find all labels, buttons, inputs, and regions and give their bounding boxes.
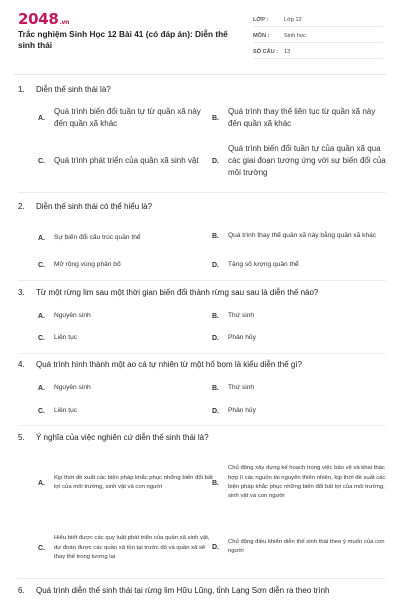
answer-option[interactable]: [38, 308, 213, 324]
answer-option[interactable]: [38, 452, 213, 514]
answer-option[interactable]: [212, 330, 384, 346]
answer-option[interactable]: [212, 222, 384, 250]
question-number: 4.: [18, 360, 25, 369]
meta-key: SỐ CÂU :: [253, 48, 279, 55]
meta-row-grade: [253, 13, 383, 27]
option-text: Phân hủy: [228, 334, 256, 342]
answer-option[interactable]: [212, 141, 386, 181]
page-title: Trắc nghiệm Sinh Học 12 Bài 41 (có đáp án): Diễn thế sinh thái: [18, 29, 228, 50]
meta-row-subject: [253, 29, 383, 43]
question-divider: [18, 425, 386, 426]
option-letter: D.: [212, 543, 219, 551]
answer-option[interactable]: [38, 330, 213, 346]
question-text: Từ một rừng lim sau một thời gian biến đổi thành rừng sau sau là diễn thế nào?: [36, 288, 319, 297]
option-text: Sự biến đổi cấu trúc quần thể: [54, 234, 141, 242]
question-stem: [18, 84, 386, 95]
answer-option[interactable]: [212, 452, 386, 514]
question-number: 3.: [18, 288, 25, 297]
option-letter: B.: [212, 384, 219, 392]
answer-option[interactable]: [212, 380, 384, 396]
option-text: Chủ động điều khiển diễn thế sinh thái theo ý muốn của con người: [228, 538, 385, 554]
question-divider: [18, 280, 386, 281]
question-text: Quá trình hình thành một ao cá tự nhiên từ một hố bom là kiểu diễn thế gì?: [36, 360, 302, 369]
option-letter: B.: [212, 479, 219, 487]
answer-option[interactable]: [212, 257, 384, 273]
option-text: Quá trình phát triển của quần xã sinh vật: [54, 156, 199, 165]
option-letter: C.: [38, 157, 45, 165]
answer-option[interactable]: [38, 141, 213, 181]
option-letter: A.: [38, 384, 45, 392]
meta-value: Sinh học: [284, 32, 306, 39]
meta-value: 13: [284, 48, 291, 55]
question-stem: [18, 287, 386, 298]
option-letter: D.: [212, 157, 219, 165]
option-letter: A.: [38, 479, 45, 487]
option-letter: B.: [212, 232, 219, 240]
option-letter: D.: [212, 334, 219, 342]
option-letter: A.: [38, 234, 45, 242]
meta-value: Lớp 12: [284, 16, 302, 23]
option-text: Quá trình thay thế quần xã này bằng quần xã khác: [228, 232, 377, 240]
answer-option[interactable]: [38, 525, 213, 572]
answer-option[interactable]: [38, 257, 213, 273]
question-divider: [18, 192, 386, 193]
question-number: 6.: [18, 586, 25, 595]
option-letter: A.: [38, 114, 45, 122]
option-text: Quá trình thay thế liên tục từ quần xã này đến quần xã khác: [228, 107, 376, 128]
option-letter: D.: [212, 261, 219, 269]
question-number: 1.: [18, 85, 25, 94]
question-stem: [18, 359, 386, 370]
answer-option[interactable]: [38, 228, 213, 248]
option-text: Hiểu biết được các quy luật phát triển của quần xã sinh vật, dự đoán được các quần xã tồn tại trước đó và quần xã sẽ thay thế trong tương lai: [54, 535, 210, 561]
option-text: Phân hủy: [228, 407, 256, 415]
option-letter: C.: [38, 545, 45, 552]
option-text: Liên tục: [54, 407, 78, 415]
option-text: Nguyên sinh: [54, 312, 91, 320]
meta-panel: [253, 13, 383, 61]
option-text: Mở rộng vùng phân bố: [54, 261, 121, 269]
option-letter: B.: [212, 312, 219, 320]
meta-key: LỚP :: [253, 16, 269, 23]
option-text: Quá trình biến đổi tuần tự của quần xã qua các giai đoạn tương ứng với sự biến đổi của môi trường: [228, 144, 386, 177]
option-text: Kịp thời đề xuất các biện pháp khắc phục những biến đổi bất lợi của môi trường, sinh vật và con người: [54, 474, 213, 490]
answer-option[interactable]: [212, 104, 384, 132]
question-stem: [18, 432, 386, 443]
option-text: Thứ sinh: [228, 312, 255, 320]
option-letter: C.: [38, 261, 45, 269]
question-stem: [18, 585, 386, 596]
question-stem: [18, 201, 386, 212]
question-divider: [18, 353, 386, 354]
option-letter: B.: [212, 114, 219, 122]
answer-option[interactable]: [212, 535, 386, 559]
option-text: Liên tục: [54, 334, 78, 342]
question-text: Ý nghĩa của việc nghiên cứ diễn thế sinh thái là?: [36, 433, 209, 442]
meta-row-count: [253, 45, 383, 59]
option-text: Nguyên sinh: [54, 384, 91, 392]
answer-option[interactable]: [38, 104, 213, 132]
option-text: Quá trình biến đổi tuần tự từ quần xã này đến quần xã khác: [54, 107, 201, 128]
question-number: 2.: [18, 202, 25, 211]
question-text: Diễn thế sinh thái có thể hiểu là?: [36, 202, 153, 211]
option-letter: C.: [38, 407, 45, 415]
answer-option[interactable]: [212, 403, 384, 419]
option-letter: D.: [212, 407, 219, 415]
meta-key: MÔN :: [253, 32, 270, 39]
answer-option[interactable]: [212, 308, 384, 324]
option-text: Tăng số lượng quần thể: [228, 261, 299, 269]
logo-text: 2048: [18, 10, 59, 28]
question-divider: [18, 578, 386, 579]
logo-suffix: .vn: [59, 19, 70, 26]
option-text: Thứ sinh: [228, 384, 255, 392]
option-letter: A.: [38, 312, 45, 320]
header-divider: [14, 74, 386, 75]
option-text: Chủ động xây dựng kế hoạch trong việc bảo vệ và khai thác hợp lí các nguồn tài nguyên thiên nhiên, kịp thời đề xuất các biện pháp khắc phục những biến đổi bất lợi của môi trường, sinh vật và con người: [228, 465, 386, 500]
question-number: 5.: [18, 433, 25, 442]
question-text: Diễn thế sinh thái là?: [36, 85, 111, 94]
answer-option[interactable]: [38, 380, 213, 396]
option-letter: C.: [38, 334, 45, 342]
question-text: Quá trình diễn thế sinh thái tại rừng lim Hữu Lũng, tỉnh Lạng Sơn diễn ra theo trình: [36, 586, 330, 595]
answer-option[interactable]: [38, 403, 213, 419]
